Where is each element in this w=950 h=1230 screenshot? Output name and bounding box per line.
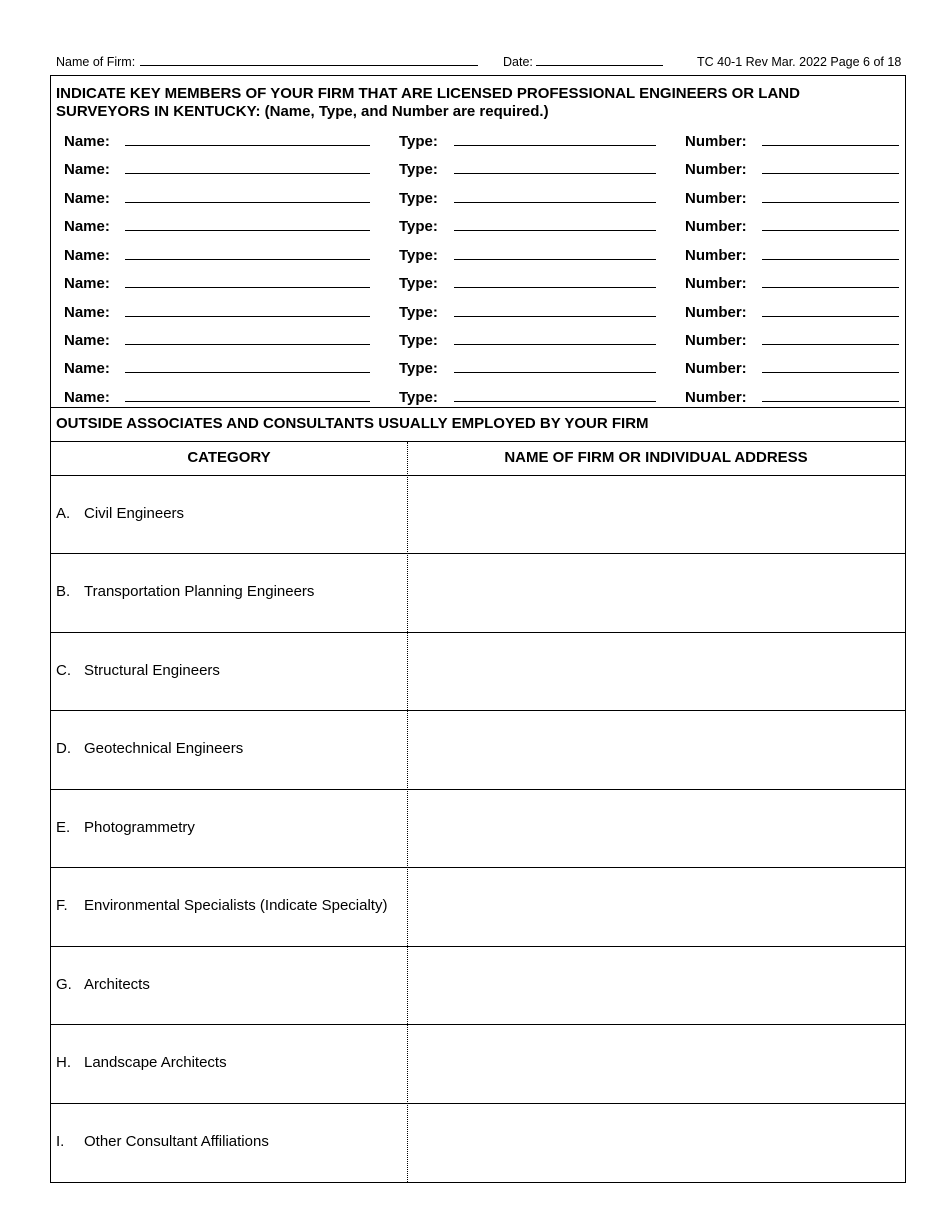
category-row-label [56, 1133, 269, 1150]
firm-address-cell[interactable] [409, 868, 903, 945]
category-name: Civil Engineers [84, 505, 185, 523]
category-letter: A. [56, 505, 71, 523]
firm-address-cell[interactable] [409, 947, 903, 1024]
number-label: Number: [685, 133, 747, 150]
name-label: Name: [64, 247, 110, 264]
firm-address-column-header: NAME OF FIRM OR INDIVIDUAL ADDRESS [504, 449, 808, 466]
name-field[interactable] [125, 401, 370, 402]
number-field[interactable] [762, 202, 899, 203]
key-member-row [0, 216, 950, 238]
name-field[interactable] [125, 230, 370, 231]
name-field[interactable] [125, 287, 370, 288]
category-name: Transportation Planning Engineers [84, 583, 315, 601]
type-label: Type: [399, 133, 438, 150]
number-label: Number: [685, 218, 747, 235]
category-row-label [56, 505, 184, 522]
key-member-row [0, 387, 950, 409]
number-field[interactable] [762, 344, 899, 345]
key-member-row [0, 302, 950, 324]
date-label: Date: [503, 55, 533, 69]
category-row-label [56, 819, 195, 836]
category-name: Photogrammetry [84, 819, 195, 837]
category-row-label [56, 897, 387, 914]
number-field[interactable] [762, 259, 899, 260]
number-field[interactable] [762, 401, 899, 402]
firm-address-cell[interactable] [409, 554, 903, 631]
key-member-row [0, 159, 950, 181]
name-field[interactable] [125, 173, 370, 174]
number-label: Number: [685, 161, 747, 178]
type-label: Type: [399, 304, 438, 321]
key-member-row [0, 330, 950, 352]
type-field[interactable] [454, 259, 656, 260]
key-members-heading: INDICATE KEY MEMBERS OF YOUR FIRM THAT ARE LICENSED PROFESSIONAL ENGINEERS OR LAND SURVEYORS IN KENTUCKY: (Name, Type, and Number are required.) [56, 85, 800, 120]
date-field[interactable] [536, 55, 663, 66]
category-letter: B. [56, 583, 71, 601]
number-field[interactable] [762, 316, 899, 317]
category-name: Other Consultant Affiliations [84, 1133, 269, 1151]
category-column-header: CATEGORY [187, 449, 271, 466]
type-field[interactable] [454, 401, 656, 402]
category-name: Structural Engineers [84, 662, 220, 680]
outside-associates-heading: OUTSIDE ASSOCIATES AND CONSULTANTS USUALLY EMPLOYED BY YOUR FIRM [56, 415, 649, 432]
name-label: Name: [64, 161, 110, 178]
key-member-row [0, 188, 950, 210]
category-name: Architects [84, 976, 150, 994]
category-letter: F. [56, 897, 68, 915]
key-member-row [0, 245, 950, 267]
type-field[interactable] [454, 287, 656, 288]
name-field[interactable] [125, 202, 370, 203]
category-name: Environmental Specialists (Indicate Specialty) [84, 897, 388, 915]
firm-address-cell[interactable] [409, 476, 903, 553]
type-field[interactable] [454, 230, 656, 231]
firm-address-cell[interactable] [409, 711, 903, 788]
category-letter: H. [56, 1054, 71, 1072]
number-field[interactable] [762, 287, 899, 288]
key-member-row [0, 131, 950, 153]
number-label: Number: [685, 190, 747, 207]
category-letter: G. [56, 976, 72, 994]
number-label: Number: [685, 247, 747, 264]
category-name: Landscape Architects [84, 1054, 227, 1072]
category-row-label [56, 583, 314, 600]
category-row-label [56, 740, 243, 757]
firm-address-cell[interactable] [409, 790, 903, 867]
name-label: Name: [64, 218, 110, 235]
name-label: Name: [64, 304, 110, 321]
name-label: Name: [64, 275, 110, 292]
key-member-row [0, 273, 950, 295]
name-field[interactable] [125, 344, 370, 345]
name-label: Name: [64, 332, 110, 349]
firm-address-cell[interactable] [409, 633, 903, 710]
category-letter: D. [56, 740, 71, 758]
type-label: Type: [399, 360, 438, 377]
number-field[interactable] [762, 173, 899, 174]
number-field[interactable] [762, 372, 899, 373]
category-row-label [56, 1054, 227, 1071]
type-label: Type: [399, 275, 438, 292]
name-field[interactable] [125, 145, 370, 146]
firm-name-label: Name of Firm: [56, 55, 136, 69]
type-label: Type: [399, 218, 438, 235]
type-field[interactable] [454, 145, 656, 146]
type-field[interactable] [454, 202, 656, 203]
type-label: Type: [399, 389, 438, 406]
category-letter: I. [56, 1133, 65, 1151]
key-member-row [0, 358, 950, 380]
name-field[interactable] [125, 316, 370, 317]
name-label: Name: [64, 133, 110, 150]
name-field[interactable] [125, 259, 370, 260]
form-id-page-number: TC 40-1 Rev Mar. 2022 Page 6 of 18 [697, 55, 902, 69]
category-name: Geotechnical Engineers [84, 740, 244, 758]
type-label: Type: [399, 161, 438, 178]
section-divider [50, 407, 905, 408]
firm-name-field[interactable] [140, 55, 478, 66]
number-label: Number: [685, 360, 747, 377]
category-letter: E. [56, 819, 71, 837]
firm-address-cell[interactable] [409, 1104, 903, 1181]
section-divider [50, 441, 905, 442]
category-row-label [56, 662, 220, 679]
category-row-label [56, 976, 150, 993]
type-field[interactable] [454, 173, 656, 174]
name-label: Name: [64, 190, 110, 207]
name-field[interactable] [125, 372, 370, 373]
type-label: Type: [399, 332, 438, 349]
number-label: Number: [685, 332, 747, 349]
firm-address-cell[interactable] [409, 1025, 903, 1102]
name-label: Name: [64, 360, 110, 377]
number-label: Number: [685, 275, 747, 292]
type-field[interactable] [454, 344, 656, 345]
category-letter: C. [56, 662, 71, 680]
number-field[interactable] [762, 145, 899, 146]
type-field[interactable] [454, 316, 656, 317]
type-label: Type: [399, 190, 438, 207]
number-field[interactable] [762, 230, 899, 231]
number-label: Number: [685, 389, 747, 406]
type-label: Type: [399, 247, 438, 264]
name-label: Name: [64, 389, 110, 406]
number-label: Number: [685, 304, 747, 321]
type-field[interactable] [454, 372, 656, 373]
